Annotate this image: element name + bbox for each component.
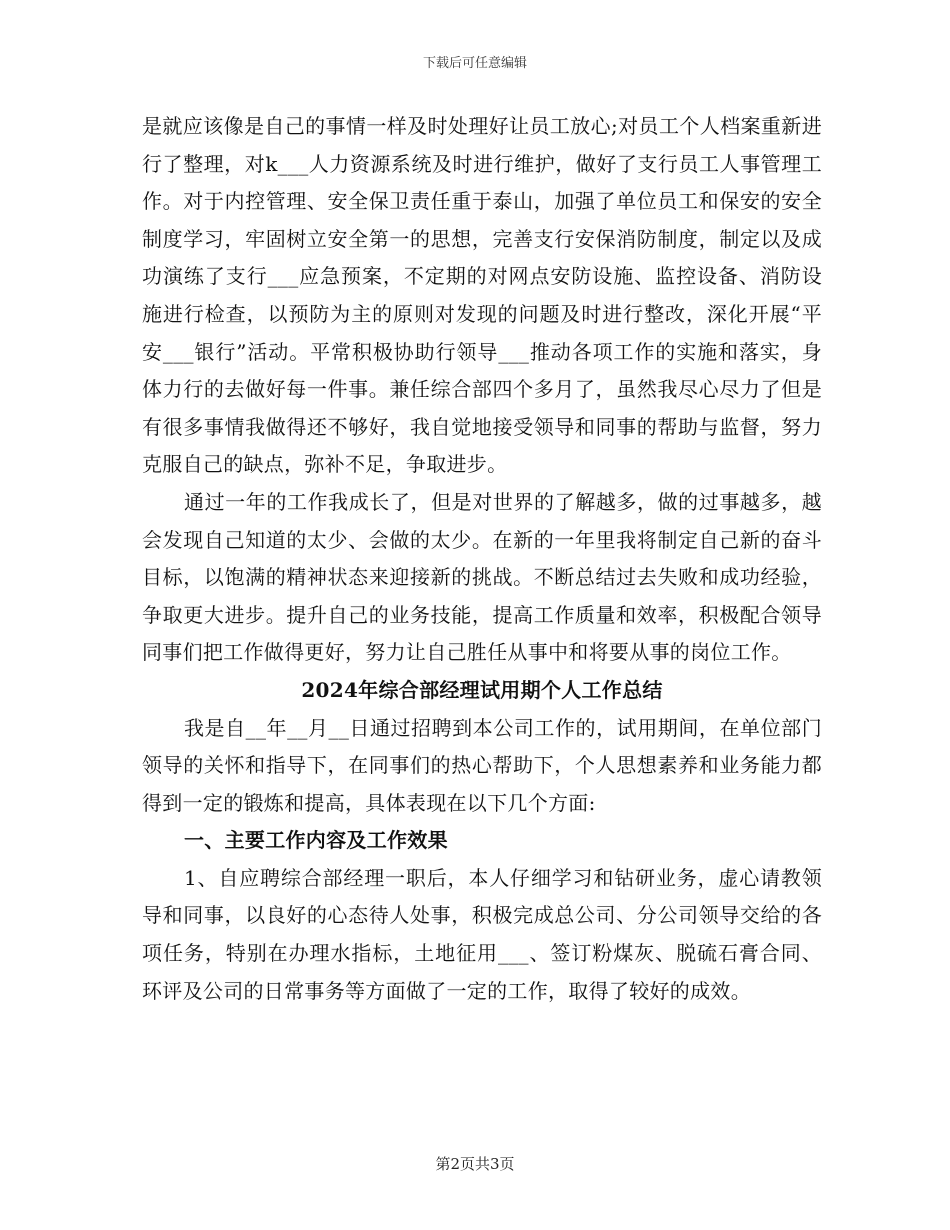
paragraph-continued: 是就应该像是自己的事情一样及时处理好让员工放心;对员工个人档案重新进行了整理，对k___人力资源系统及时进行维护，做好了支行员工人事管理工作。对于内控管理、安全保卫责任重于泰山，加强了单位员工和保安的安全制度学习，牢固树立安全第一的思想，完善支行安保消防制度，制定以及成功演练了支行___应急预案，不定期的对网点安防设施、监控设备、消防设施进行检查，以预防为主的原则对发现的问题及时进行整改，深化开展“平安___银行”活动。平常积极协助行领导___推动各项工作的实施和落实，身体力行的去做好每一件事。兼任综合部四个多月了，虽然我尽心尽力了但是有很多事情我做得还不够好，我自觉地接受领导和同事的帮助与监督，努力克服自己的缺点，弥补不足，争取进步。 (142, 114, 822, 477)
paragraph-conclusion: 通过一年的工作我成长了，但是对世界的了解越多，做的过事越多，越会发现自己知道的太少、会做的太少。在新的一年里我将制定自己新的奋斗目标，以饱满的精神状态来迎接新的挑战。不断总结过去失败和成功经验，争取更大进步。提升自己的业务技能，提高工作质量和效率，积极配合领导同事们把工作做得更好，努力让自己胜任从事中和将要从事的岗位工作。 (142, 489, 822, 665)
section-heading: 一、主要工作内容及工作效果 (184, 828, 448, 853)
paragraph-intro: 我是自__年__月__日通过招聘到本公司工作的，试用期间，在单位部门领导的关怀和指导下，在同事们的热心帮助下，个人思想素养和业务能力都得到一定的锻炼和提高，具体表现在以下几个方面: (142, 715, 822, 815)
paragraph-item-1: 1、自应聘综合部经理一职后，本人仔细学习和钻研业务，虚心请教领导和同事，以良好的心态待人处事，积极完成总公司、分公司领导交给的各项任务，特别在办理水指标，土地征用___、签订粉煤灰、脱硫石膏合同、环评及公司的日常事务等方面做了一定的工作，取得了较好的成效。 (142, 865, 822, 1003)
page-footer: 第2页共3页 (435, 1155, 515, 1173)
document-body (142, 108, 822, 1010)
section-title: 2024年综合部经理试用期个人工作总结 (301, 677, 663, 702)
page-header: 下载后可任意编辑 (422, 56, 527, 71)
